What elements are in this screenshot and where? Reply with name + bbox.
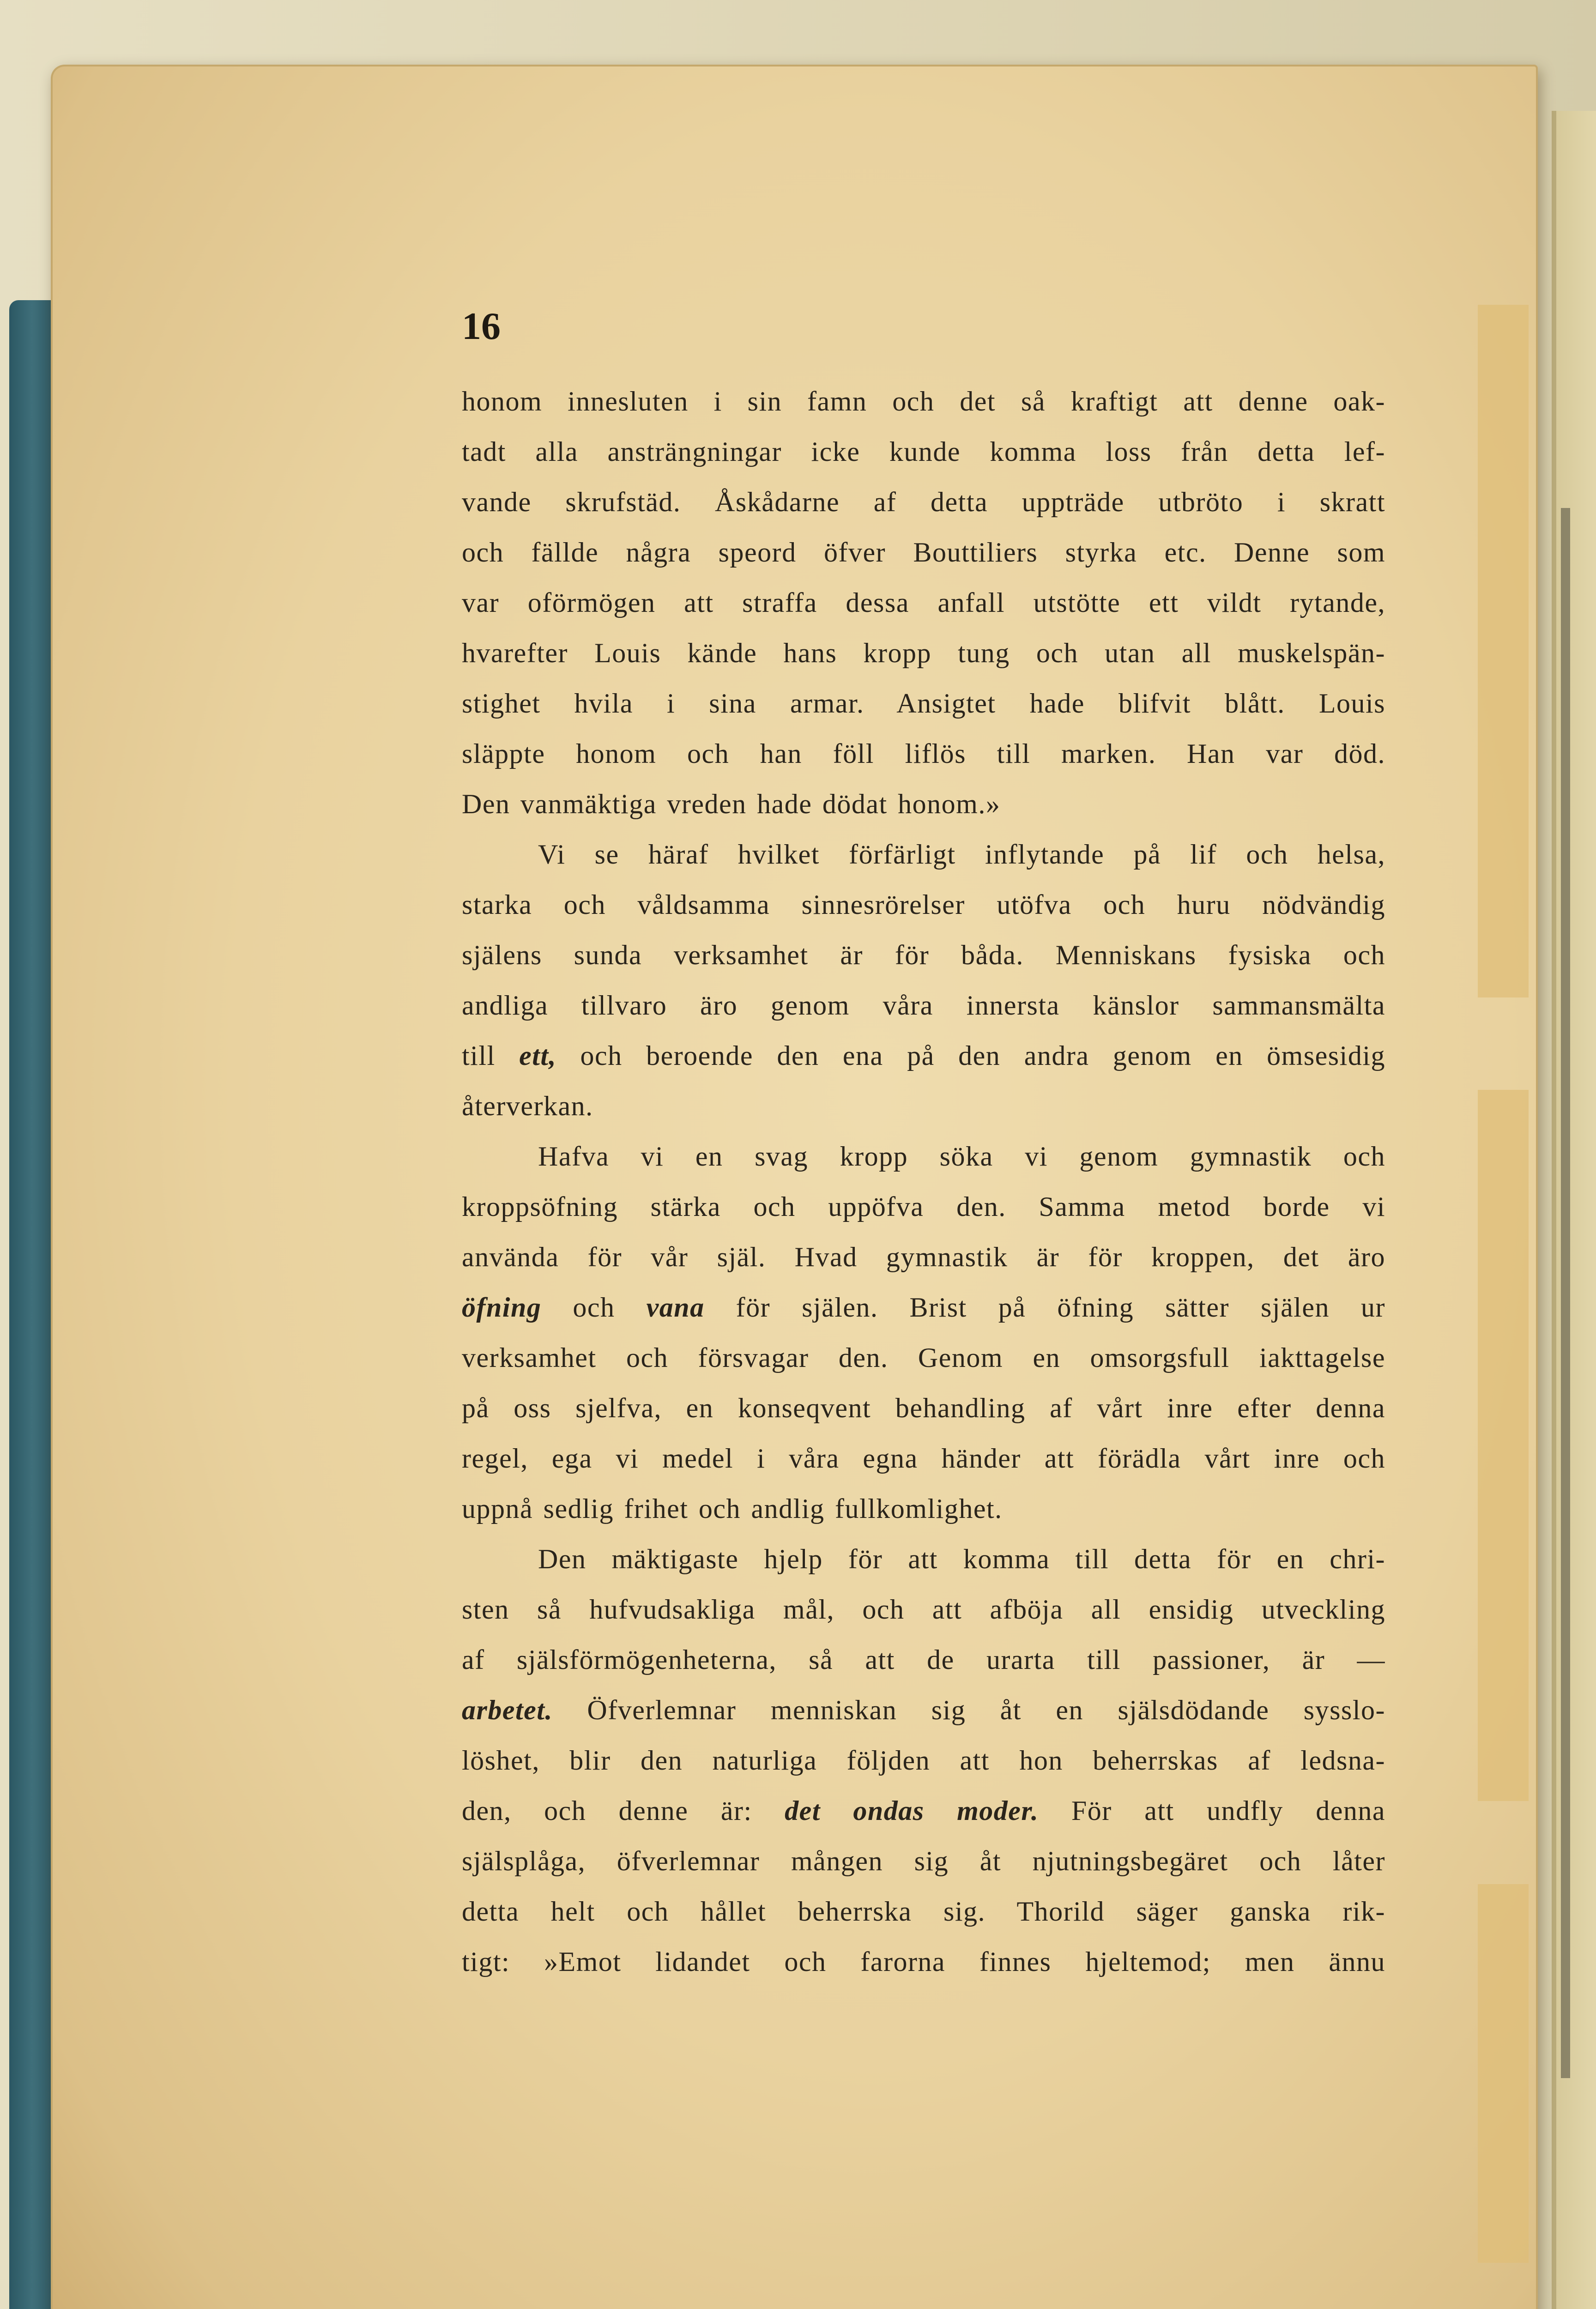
text-line	[462, 1685, 1385, 1735]
text-segment: För att undfly denna	[1039, 1795, 1386, 1826]
text-segment: den, och denne är:	[462, 1795, 785, 1826]
text-segment: använda för vår själ. Hvad gymnastik är för kroppen, det äro	[462, 1242, 1385, 1272]
text-segment: sten så hufvudsakliga mål, och att afböja all ensidig utveckling	[462, 1594, 1385, 1625]
text-line	[462, 1433, 1385, 1484]
text-segment: löshet, blir den naturliga följden att hon beherrskas af ledsna-	[462, 1745, 1385, 1776]
text-segment: återverkan.	[462, 1091, 593, 1121]
text-line	[462, 1635, 1385, 1685]
text-segment: och beroende den ena på den andra genom en ömsesidig	[556, 1040, 1385, 1071]
text-segment: för själen. Brist på öfning sätter själen ur	[704, 1292, 1385, 1323]
text-line	[462, 578, 1385, 628]
text-segment: regel, ega vi medel i våra egna händer att förädla vårt inre och	[462, 1443, 1385, 1474]
text-segment: detta helt och hållet beherrska sig. Thorild säger ganska rik-	[462, 1896, 1385, 1927]
emphasized-text: det ondas moder.	[785, 1795, 1039, 1826]
adjacent-page-shadow	[1561, 508, 1570, 2078]
text-segment: och fällde några speord öfver Bouttiliers styrka etc. Denne som	[462, 537, 1385, 568]
text-segment: Öfverlemnar menniskan sig åt en själsdödande sysslo-	[552, 1695, 1385, 1725]
text-segment: tadt alla ansträngningar icke kunde komma loss från detta lef-	[462, 436, 1385, 467]
text-line	[462, 1131, 1385, 1182]
text-segment: andliga tillvaro äro genom våra innersta känslor sammansmälta	[462, 990, 1385, 1021]
text-line	[462, 678, 1385, 729]
text-line	[462, 1031, 1385, 1081]
text-segment: Den mäktigaste hjelp för att komma till detta för en chri-	[538, 1544, 1385, 1574]
text-line	[462, 1081, 1385, 1131]
text-segment: var oförmögen att straffa dessa anfall utstötte ett vildt rytande,	[462, 587, 1385, 618]
text-line	[462, 427, 1385, 477]
text-line	[462, 1182, 1385, 1232]
text-line	[462, 930, 1385, 980]
text-segment: verksamhet och försvagar den. Genom en omsorgsfull iakttagelse	[462, 1342, 1385, 1373]
text-line	[462, 1886, 1385, 1937]
text-line	[462, 829, 1385, 880]
text-line	[462, 1937, 1385, 1987]
text-line	[462, 880, 1385, 930]
text-line	[462, 376, 1385, 427]
text-line	[462, 477, 1385, 527]
text-segment: af själsförmögenheterna, så att de urarta till passioner, är —	[462, 1644, 1385, 1675]
paper-stain	[1478, 1884, 1529, 2263]
text-line	[462, 1333, 1385, 1383]
emphasized-text: öfning	[462, 1292, 542, 1323]
text-line	[462, 729, 1385, 779]
text-line	[462, 628, 1385, 678]
paper-stain	[1478, 1090, 1529, 1801]
text-line	[462, 1484, 1385, 1534]
text-line	[462, 1786, 1385, 1836]
text-line	[462, 1584, 1385, 1635]
text-segment: tigt: »Emot lidandet och farorna finnes hjeltemod; men ännu	[462, 1946, 1385, 1977]
text-line	[462, 1232, 1385, 1282]
text-segment: vande skrufstäd. Åskådarne af detta uppträde utbröto i skratt	[462, 487, 1385, 517]
text-segment: och	[541, 1292, 647, 1323]
text-segment: till	[462, 1040, 520, 1071]
text-segment: själsplåga, öfverlemnar mången sig åt njutningsbegäret och låter	[462, 1846, 1385, 1876]
paper-stain	[1478, 305, 1529, 997]
emphasized-text: arbetet.	[462, 1695, 553, 1725]
emphasized-text: vana	[646, 1292, 705, 1323]
text-segment: själens sunda verksamhet är för båda. Menniskans fysiska och	[462, 940, 1385, 970]
text-line	[462, 1534, 1385, 1584]
text-segment: Hafva vi en svag kropp söka vi genom gymnastik och	[538, 1141, 1385, 1172]
text-line	[462, 1836, 1385, 1886]
text-segment: på oss sjelfva, en konseqvent behandling af vårt inre efter denna	[462, 1393, 1385, 1423]
text-segment: Vi se häraf hvilket förfärligt inflytande på lif och helsa,	[538, 839, 1385, 870]
text-line	[462, 1282, 1385, 1333]
text-segment: Den vanmäktiga vreden hade dödat honom.»	[462, 789, 1001, 819]
emphasized-text: ett,	[519, 1040, 557, 1071]
text-segment: starka och våldsamma sinnesrörelser utöfva och huru nödvändig	[462, 889, 1385, 920]
text-segment: släppte honom och han föll liflös till marken. Han var död.	[462, 738, 1385, 769]
text-line	[462, 980, 1385, 1031]
text-line	[462, 1383, 1385, 1433]
text-segment: stighet hvila i sina armar. Ansigtet hade blifvit blått. Louis	[462, 688, 1385, 719]
text-segment: kroppsöfning stärka och uppöfva den. Samma metod borde vi	[462, 1191, 1385, 1222]
text-line	[462, 527, 1385, 578]
body-text	[462, 376, 1385, 1987]
text-line	[462, 1735, 1385, 1786]
page-number: 16	[462, 305, 501, 348]
text-segment: hvarefter Louis kände hans kropp tung och utan all muskelspän-	[462, 638, 1385, 668]
text-segment: honom innesluten i sin famn och det så kraftigt att denne oak-	[462, 386, 1385, 417]
adjacent-page-edge	[1552, 111, 1596, 2309]
text-line	[462, 779, 1385, 829]
text-segment: uppnå sedlig frihet och andlig fullkomlighet.	[462, 1493, 1003, 1524]
